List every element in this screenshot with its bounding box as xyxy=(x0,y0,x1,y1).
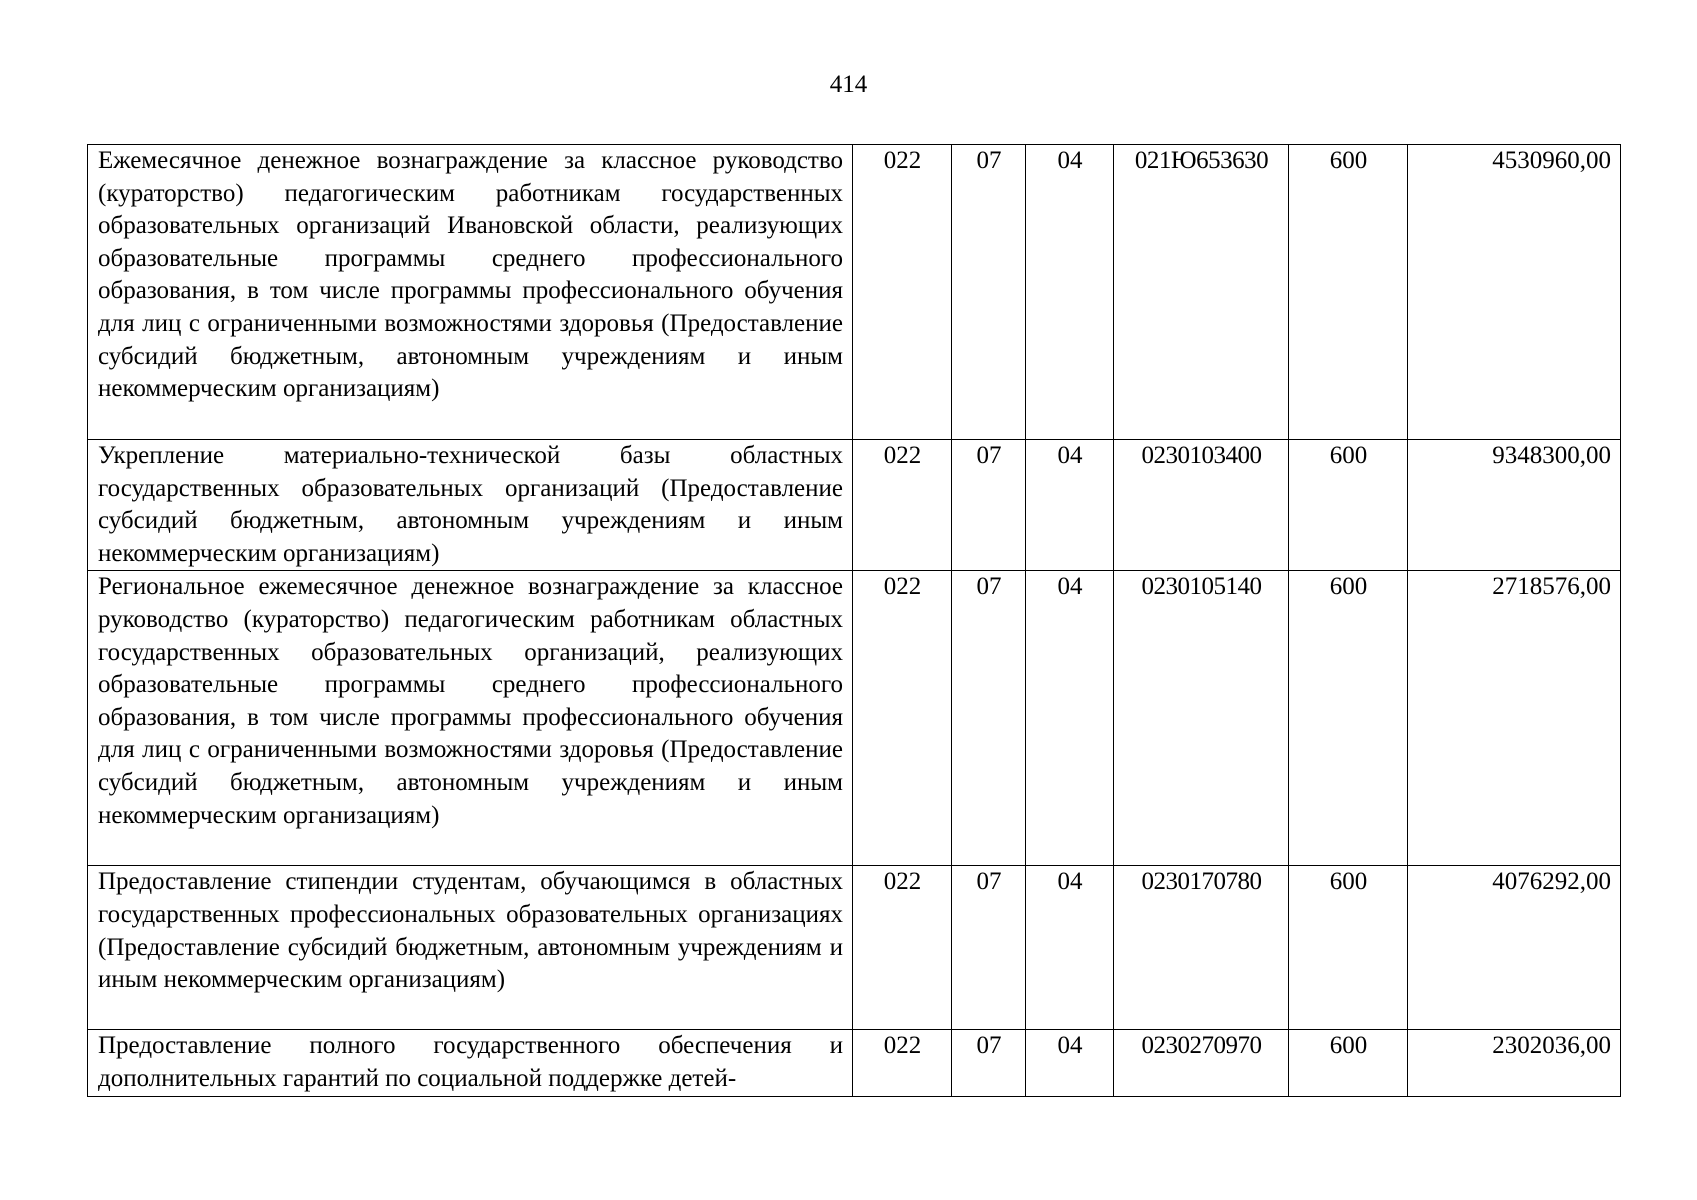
row-ministry-code: 022 xyxy=(853,571,952,866)
table-row xyxy=(88,1030,1621,1096)
row-section-code: 07 xyxy=(952,145,1026,440)
row-subsection-code: 04 xyxy=(1026,571,1114,866)
row-ministry-code: 022 xyxy=(853,1030,952,1096)
row-expense-type: 600 xyxy=(1289,145,1408,440)
row-ministry-code: 022 xyxy=(853,440,952,571)
row-expense-type: 600 xyxy=(1289,571,1408,866)
row-section-code: 07 xyxy=(952,440,1026,571)
row-description: Предоставление стипендии студентам, обучающимся в областных государственных профессиональных образовательных организациях (Предоставление субсидий бюджетным, автономным учреждениям и иным некоммерческим организациям) xyxy=(88,866,853,1030)
row-subsection-code: 04 xyxy=(1026,440,1114,571)
row-target-code: 0230170780 xyxy=(1114,866,1289,1030)
row-amount: 2302036,00 xyxy=(1408,1030,1621,1096)
table-row xyxy=(88,571,1621,866)
row-amount: 4076292,00 xyxy=(1408,866,1621,1030)
table-row xyxy=(88,145,1621,440)
row-expense-type: 600 xyxy=(1289,1030,1408,1096)
page-number: 414 xyxy=(829,71,868,98)
row-subsection-code: 04 xyxy=(1026,1030,1114,1096)
row-expense-type: 600 xyxy=(1289,440,1408,571)
row-target-code: 0230270970 xyxy=(1114,1030,1289,1096)
row-target-code: 021Ю653630 xyxy=(1114,145,1289,440)
row-ministry-code: 022 xyxy=(853,866,952,1030)
row-subsection-code: 04 xyxy=(1026,145,1114,440)
row-description: Предоставление полного государственного обеспечения и дополнительных гарантий по социальной поддержке детей- xyxy=(88,1030,853,1096)
table-row xyxy=(88,440,1621,571)
row-expense-type: 600 xyxy=(1289,866,1408,1030)
row-description: Ежемесячное денежное вознаграждение за классное руководство (кураторство) педагогическим работникам государственных образовательных организаций Ивановской области, реализующих образовательные программы среднего профессионального образования, в том числе программы профессионального обучения для лиц с ограниченными возможностями здоровья (Предоставление субсидий бюджетным, автономным учреждениям и иным некоммерческим организациям) xyxy=(88,145,853,440)
row-amount: 2718576,00 xyxy=(1408,571,1621,866)
row-target-code: 0230105140 xyxy=(1114,571,1289,866)
row-ministry-code: 022 xyxy=(853,145,952,440)
row-subsection-code: 04 xyxy=(1026,866,1114,1030)
row-section-code: 07 xyxy=(952,866,1026,1030)
budget-table xyxy=(87,144,1621,1097)
row-amount: 4530960,00 xyxy=(1408,145,1621,440)
table-row xyxy=(88,866,1621,1030)
row-target-code: 0230103400 xyxy=(1114,440,1289,571)
row-section-code: 07 xyxy=(952,1030,1026,1096)
row-description: Укрепление материально-технической базы областных государственных образовательных организаций (Предоставление субсидий бюджетным, автономным учреждениям и иным некоммерческим организациям) xyxy=(88,440,853,571)
row-section-code: 07 xyxy=(952,571,1026,866)
row-description: Региональное ежемесячное денежное вознаграждение за классное руководство (кураторство) педагогическим работникам областных государственных образовательных организаций, реализующих образовательные программы среднего профессионального образования, в том числе программы профессионального обучения для лиц с ограниченными возможностями здоровья (Предоставление субсидий бюджетным, автономным учреждениям и иным некоммерческим организациям) xyxy=(88,571,853,866)
row-amount: 9348300,00 xyxy=(1408,440,1621,571)
